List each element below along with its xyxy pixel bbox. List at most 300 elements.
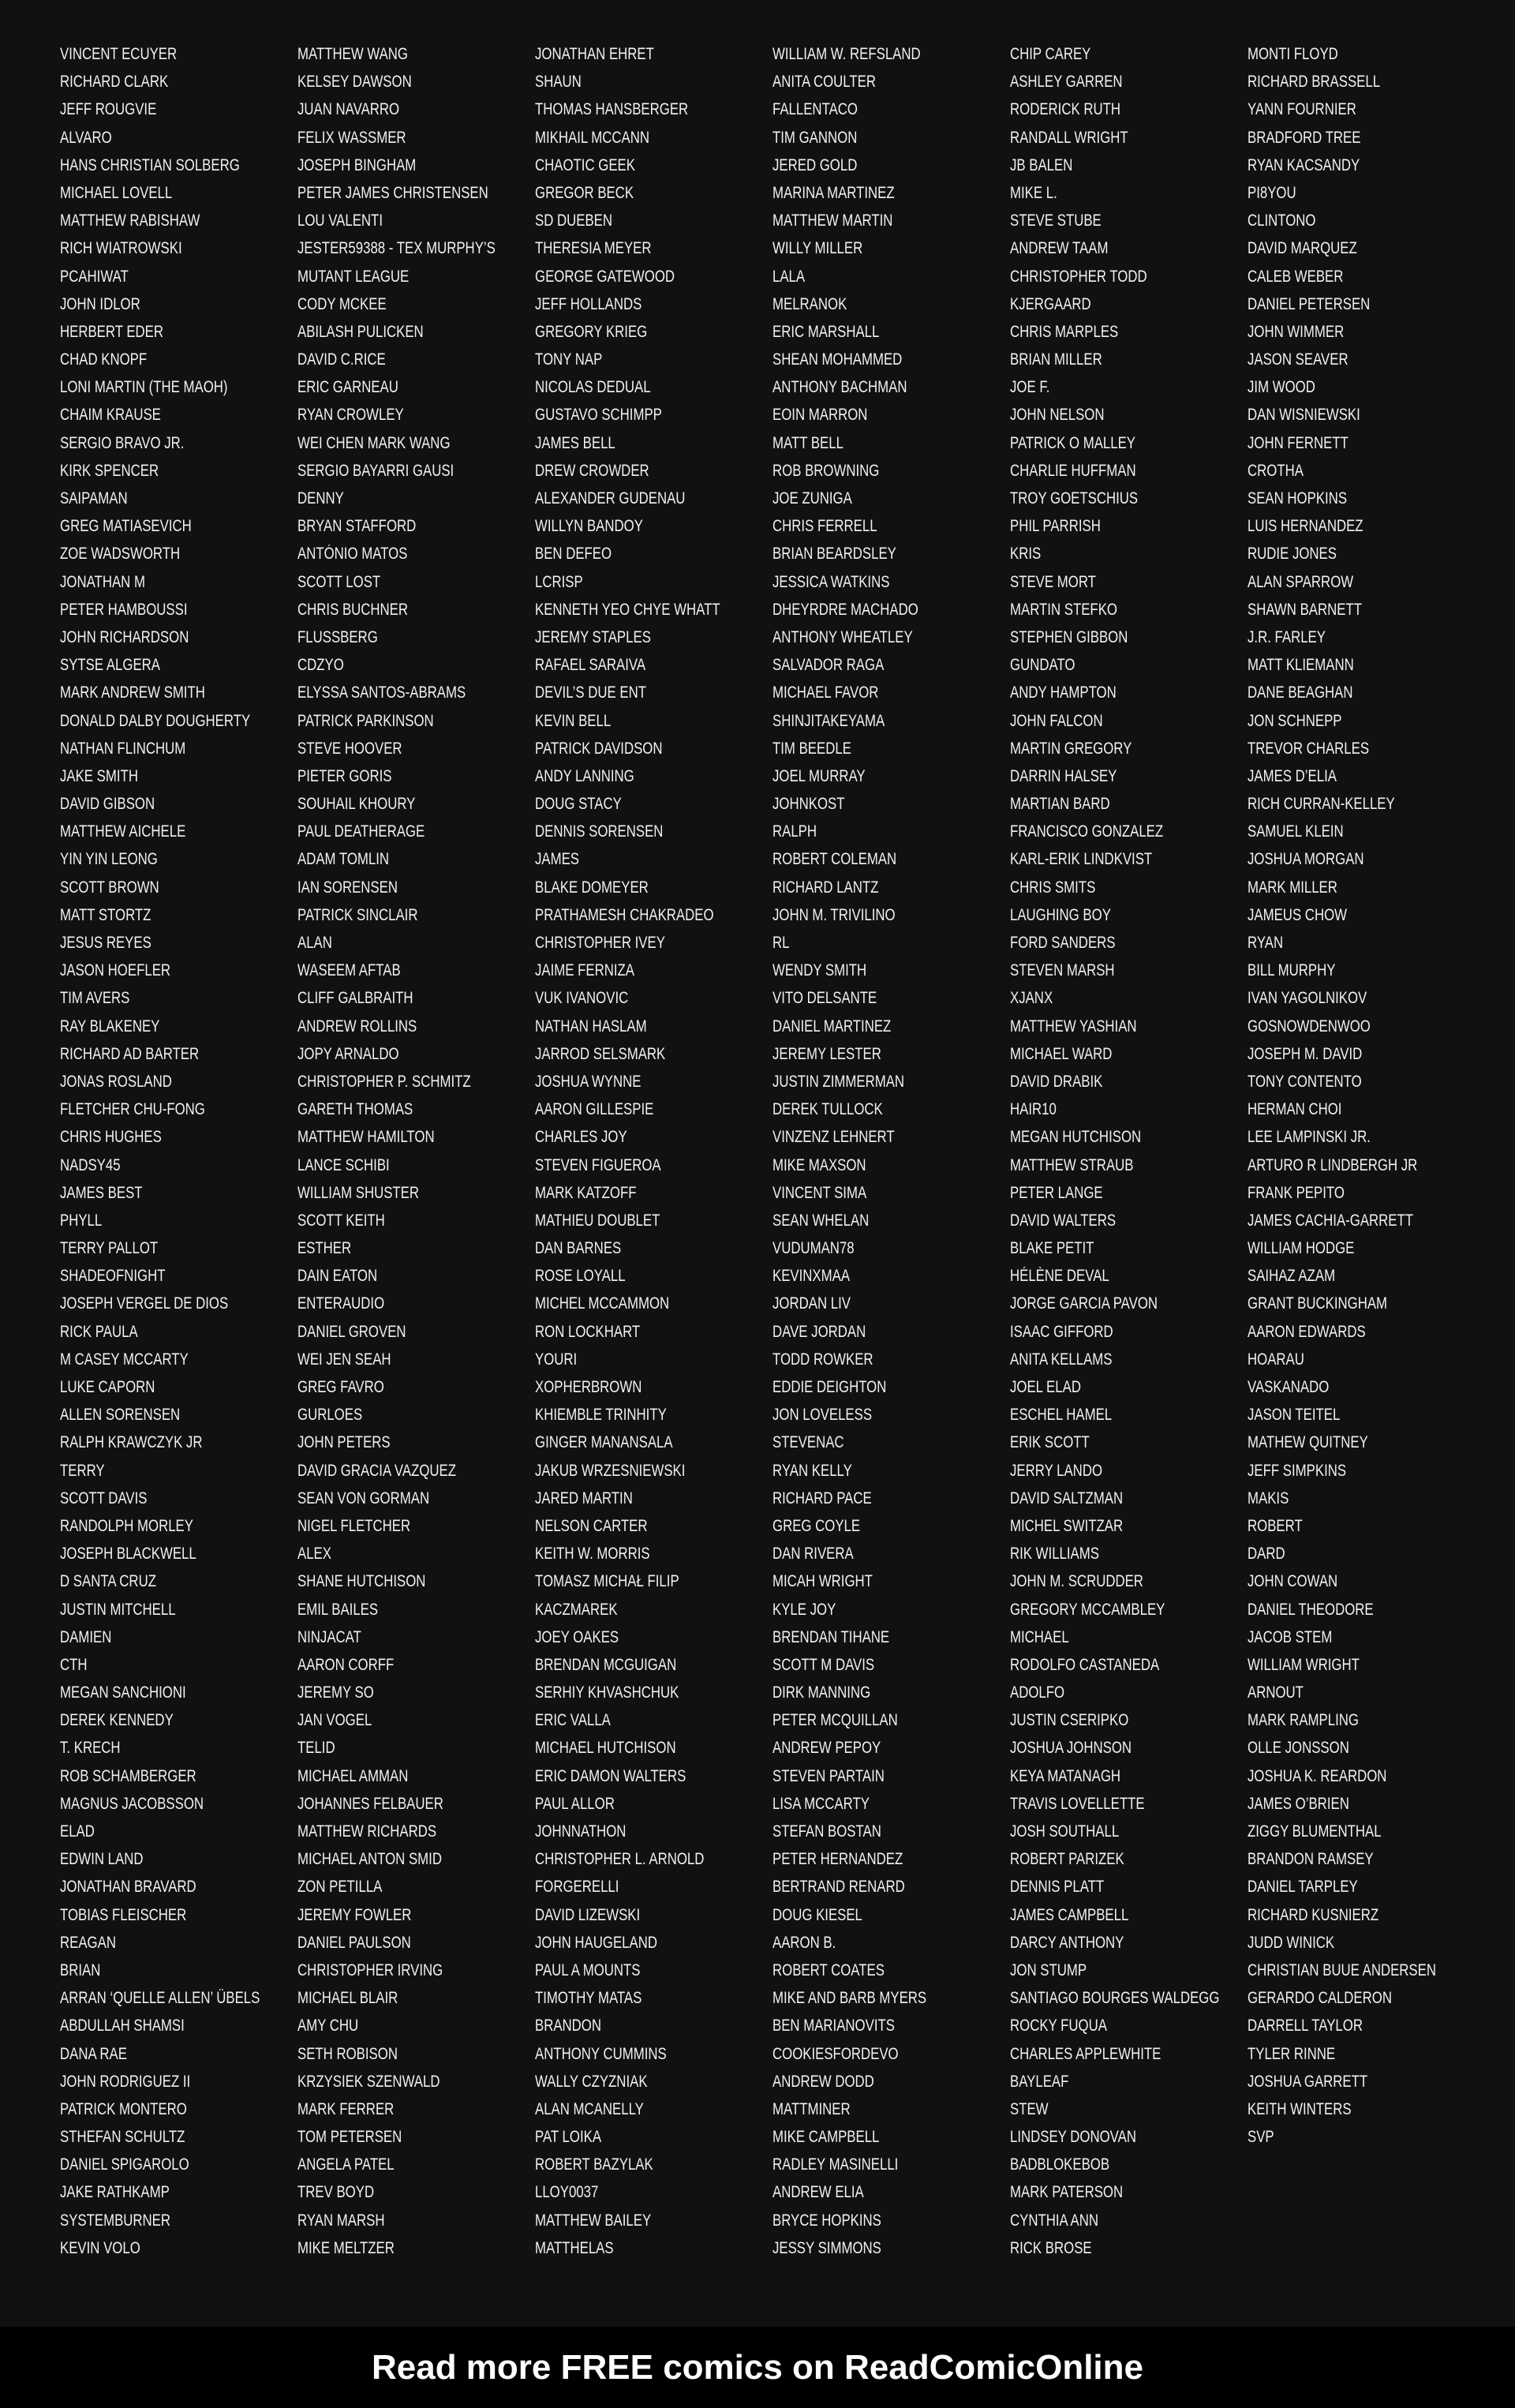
backer-name: RICHARD CLARK <box>60 73 169 92</box>
backer-name: ALAN MCANELLY <box>535 2099 644 2118</box>
backer-name: ELAD <box>60 1822 95 1841</box>
backer-name: DARD <box>1248 1545 1285 1564</box>
backer-name: MIKHAIL MCCANN <box>535 128 649 147</box>
backer-name: KRZYSIEK SZENWALD <box>297 2072 440 2091</box>
backer-name: SEAN WHELAN <box>772 1211 870 1230</box>
backer-name: DANIEL TARPLEY <box>1248 1878 1358 1897</box>
backer-name: DANE BEAGHAN <box>1248 683 1353 702</box>
backer-name: RICH WIATROWSKI <box>60 239 182 258</box>
backer-name: MICHAEL AMMAN <box>297 1766 409 1785</box>
backer-name: RODOLFO CASTANEDA <box>1010 1655 1160 1674</box>
backer-name: SCOTT KEITH <box>297 1211 385 1230</box>
backer-name: TOM PETERSEN <box>297 2128 402 2147</box>
backer-name: JOHN NELSON <box>1010 406 1105 425</box>
backer-name: ZON PETILLA <box>297 1878 383 1897</box>
name-column <box>772 40 1010 2262</box>
backer-name: JOHN RICHARDSON <box>60 627 189 646</box>
backer-name: NINJACAT <box>297 1627 361 1646</box>
backer-name: MATTHEW BAILEY <box>535 2211 652 2230</box>
backer-name: CYNTHIA ANN <box>1010 2211 1099 2230</box>
backer-name: PETER LANGE <box>1010 1183 1103 1202</box>
backer-name: CHARLES JOY <box>535 1128 627 1147</box>
backer-name: FRANK PEPITO <box>1248 1183 1345 1202</box>
backer-name: MIKE AND BARB MYERS <box>772 1989 927 2008</box>
backer-name: CHIP CAREY <box>1010 45 1091 63</box>
backer-name: ROBERT PARIZEK <box>1010 1850 1124 1869</box>
backer-name: JUSTIN ZIMMERMAN <box>772 1072 905 1091</box>
backer-name: NATHAN FLINCHUM <box>60 739 186 758</box>
backer-name: MICHAEL WARD <box>1010 1044 1113 1063</box>
backer-name: THOMAS HANSBERGER <box>535 100 689 119</box>
backer-name: MAGNUS JACOBSSON <box>60 1794 204 1813</box>
backer-name: CHRISTOPHER IVEY <box>535 934 665 952</box>
backer-name: KIRK SPENCER <box>60 461 159 480</box>
backer-name: BERTRAND RENARD <box>772 1878 905 1897</box>
backer-name: KACZMAREK <box>535 1600 618 1619</box>
backer-name: PHIL PARRISH <box>1010 517 1101 536</box>
backer-name: BAYLEAF <box>1010 2072 1069 2091</box>
backer-name: CDZYO <box>297 656 344 675</box>
backer-name: ANITA COULTER <box>772 73 876 92</box>
backer-name: RALPH <box>772 822 817 841</box>
backer-name: JOHN M. SCRUDDER <box>1010 1572 1143 1591</box>
backer-name: ERIK SCOTT <box>1010 1433 1090 1452</box>
backer-name: CALEB WEBER <box>1248 267 1344 286</box>
backer-name: HERBERT EDER <box>60 322 164 341</box>
backer-name: IVAN YAGOLNIKOV <box>1248 989 1367 1008</box>
backer-name: TIM GANNON <box>772 128 858 147</box>
backer-name: VINZENZ LEHNERT <box>772 1128 895 1147</box>
backer-name: SEAN VON GORMAN <box>297 1489 430 1507</box>
backer-name: JEREMY FOWLER <box>297 1905 412 1924</box>
backer-name: JOSHUA WYNNE <box>535 1072 642 1091</box>
backer-name: JOHN COWAN <box>1248 1572 1338 1591</box>
backer-name: DEREK KENNEDY <box>60 1711 174 1730</box>
backer-name: SAIHAZ AZAM <box>1248 1267 1336 1286</box>
backer-name: SHAUN <box>535 73 582 92</box>
backer-name: WASEEM AFTAB <box>297 961 401 980</box>
backer-name: JAMEUS CHOW <box>1248 905 1347 924</box>
backer-credits <box>60 40 1485 2262</box>
backer-name: JAN VOGEL <box>297 1711 372 1730</box>
backer-name: NELSON CARTER <box>535 1516 648 1535</box>
backer-name: FALLENTACO <box>772 100 858 119</box>
backer-name: MIKE CAMPBELL <box>772 2128 880 2147</box>
backer-name: MATTHEW HAMILTON <box>297 1128 435 1147</box>
backer-name: ANDREW ELIA <box>772 2183 864 2202</box>
backer-name: CHRIS FERRELL <box>772 517 877 536</box>
backer-name: ANDREW DODD <box>772 2072 874 2091</box>
backer-name: PETER JAMES CHRISTENSEN <box>297 183 488 202</box>
backer-name: ABDULLAH SHAMSI <box>60 2017 185 2035</box>
backer-name: LAUGHING BOY <box>1010 905 1111 924</box>
backer-name: BLAKE PETIT <box>1010 1239 1094 1258</box>
backer-name: JOEL MURRAY <box>772 766 866 785</box>
backer-name: ADOLFO <box>1010 1683 1065 1702</box>
backer-name: ERIC GARNEAU <box>297 378 398 397</box>
backer-name: DAVID SALTZMAN <box>1010 1489 1124 1507</box>
backer-name: MAKIS <box>1248 1489 1289 1507</box>
backer-name: LCRISP <box>535 572 583 591</box>
backer-name: GUNDATO <box>1010 656 1075 675</box>
backer-name: RIK WILLIAMS <box>1010 1545 1099 1564</box>
backer-name: JOHN RODRIGUEZ II <box>60 2072 191 2091</box>
backer-name: ESCHEL HAMEL <box>1010 1406 1113 1425</box>
backer-name: SCOTT BROWN <box>60 878 159 897</box>
backer-name: JASON TEITEL <box>1248 1406 1341 1425</box>
backer-name: PETER MCQUILLAN <box>772 1711 898 1730</box>
backer-name: AMY CHU <box>297 2017 359 2035</box>
backer-name: YOURI <box>535 1350 578 1369</box>
backer-name: FRANCISCO GONZALEZ <box>1010 822 1164 841</box>
backer-name: WILLIAM WRIGHT <box>1248 1655 1360 1674</box>
backer-name: JOSHUA K. REARDON <box>1248 1766 1387 1785</box>
backer-name: JONAS ROSLAND <box>60 1072 172 1091</box>
backer-name: DREW CROWDER <box>535 461 649 480</box>
backer-name: GURLOES <box>297 1406 363 1425</box>
backer-name: CHRISTOPHER L. ARNOLD <box>535 1850 705 1869</box>
backer-name: JOSEPH BLACKWELL <box>60 1545 196 1564</box>
backer-name: RYAN KELLY <box>772 1461 852 1480</box>
backer-name: WEI JEN SEAH <box>297 1350 391 1369</box>
backer-name: TROY GOETSCHIUS <box>1010 489 1139 507</box>
backer-name: DAN WISNIEWSKI <box>1248 406 1360 425</box>
backer-name: JB BALEN <box>1010 155 1073 174</box>
backer-name: KENNETH YEO CHYE WHATT <box>535 600 720 619</box>
backer-name: SHADEOFNIGHT <box>60 1267 166 1286</box>
backer-name: VUK IVANOVIC <box>535 989 629 1008</box>
backer-name: STEVEN FIGUEROA <box>535 1155 661 1174</box>
backer-name: CTH <box>60 1655 88 1674</box>
backer-name: ZOE WADSWORTH <box>60 545 181 564</box>
backer-name: EDWIN LAND <box>60 1850 144 1869</box>
backer-name: FORGERELLI <box>535 1878 619 1897</box>
backer-name: ROBERT BAZYLAK <box>535 2155 653 2174</box>
backer-name: JUAN NAVARRO <box>297 100 400 119</box>
backer-name: GREG COYLE <box>772 1516 861 1535</box>
backer-name: PIETER GORIS <box>297 766 392 785</box>
backer-name: XJANX <box>1010 989 1053 1008</box>
backer-name: SERHIY KHVASHCHUK <box>535 1683 679 1702</box>
backer-name: SERGIO BRAVO JR. <box>60 433 185 452</box>
backer-name: GERARDO CALDERON <box>1248 1989 1392 2008</box>
backer-name: PHYLL <box>60 1211 103 1230</box>
backer-name: WILLYN BANDOY <box>535 517 643 536</box>
backer-name: JAMES BELL <box>535 433 615 452</box>
backer-name: MICHEL SWITZAR <box>1010 1516 1124 1535</box>
backer-name: JON LOVELESS <box>772 1406 873 1425</box>
backer-name: ABILASH PULICKEN <box>297 322 424 341</box>
backer-name: GREGORY MCCAMBLEY <box>1010 1600 1165 1619</box>
backer-name: IAN SORENSEN <box>297 878 398 897</box>
backer-name: SALVADOR RAGA <box>772 656 885 675</box>
backer-name: TERRY <box>60 1461 105 1480</box>
footer-banner <box>0 2327 1515 2408</box>
backer-name: WILLY MILLER <box>772 239 863 258</box>
backer-name: JAKE RATHKAMP <box>60 2183 170 2202</box>
backer-name: RYAN <box>1248 934 1284 952</box>
backer-name: MARK MILLER <box>1248 878 1337 897</box>
backer-name: DOUG STACY <box>535 795 622 814</box>
backer-name: DAVID C.RICE <box>297 350 386 369</box>
backer-name: ROBERT <box>1248 1516 1303 1535</box>
backer-name: PCAHIWAT <box>60 267 129 286</box>
backer-name: JUSTIN CSERIPKO <box>1010 1711 1129 1730</box>
backer-name: STEW <box>1010 2099 1049 2118</box>
backer-name: DENNIS PLATT <box>1010 1878 1105 1897</box>
backer-name: ROCKY FUQUA <box>1010 2017 1107 2035</box>
backer-name: MATHEW QUITNEY <box>1248 1433 1368 1452</box>
backer-name: ALAN SPARROW <box>1248 572 1354 591</box>
backer-name: SERGIO BAYARRI GAUSI <box>297 461 454 480</box>
backer-name: ARRAN ‘QUELLE ALLEN’ ÜBELS <box>60 1989 260 2008</box>
backer-name: YIN YIN LEONG <box>60 850 158 869</box>
backer-name: CHRIS SMITS <box>1010 878 1096 897</box>
backer-name: CHARLIE HUFFMAN <box>1010 461 1136 480</box>
backer-name: ROSE LOYALL <box>535 1267 626 1286</box>
backer-name: ANTÓNIO MATOS <box>297 545 408 564</box>
backer-name: MARTIAN BARD <box>1010 795 1110 814</box>
backer-name: BRYAN STAFFORD <box>297 517 417 536</box>
backer-name: SANTIAGO BOURGES WALDEGG <box>1010 1989 1220 2008</box>
backer-name: NICOLAS DEDUAL <box>535 378 651 397</box>
backer-name: JOSEPH M. DAVID <box>1248 1044 1363 1063</box>
backer-name: BRENDAN TIHANE <box>772 1627 890 1646</box>
backer-name: JOSHUA GARRETT <box>1248 2072 1368 2091</box>
backer-name: PETER HAMBOUSSI <box>60 600 188 619</box>
backer-name: CHRISTOPHER P. SCHMITZ <box>297 1072 471 1091</box>
backer-name: JOSH SOUTHALL <box>1010 1822 1120 1841</box>
backer-name: CHRISTIAN BUUE ANDERSEN <box>1248 1960 1436 1979</box>
backer-name: ROBERT COLEMAN <box>772 850 897 869</box>
backer-name: REAGAN <box>60 1933 116 1952</box>
backer-name: RICK PAULA <box>60 1322 138 1341</box>
backer-name: JOHANNES FELBAUER <box>297 1794 443 1813</box>
backer-name: TRAVIS LOVELLETTE <box>1010 1794 1145 1813</box>
backer-name: MATTMINER <box>772 2099 851 2118</box>
backer-name: GINGER MANANSALA <box>535 1433 673 1452</box>
backer-name: CHAOTIC GEEK <box>535 155 635 174</box>
backer-name: WENDY SMITH <box>772 961 867 980</box>
backer-name: CHRISTOPHER TODD <box>1010 267 1147 286</box>
backer-name: RICHARD LANTZ <box>772 878 879 897</box>
backer-name: STHEFAN SCHULTZ <box>60 2128 185 2147</box>
backer-name: ALLEN SORENSEN <box>60 1406 181 1425</box>
backer-name: BADBLOKEBOB <box>1010 2155 1110 2174</box>
backer-name: KEITH W. MORRIS <box>535 1545 650 1564</box>
backer-name: BRYCE HOPKINS <box>772 2211 881 2230</box>
backer-name: SCOTT DAVIS <box>60 1489 148 1507</box>
backer-name: MARK FERRER <box>297 2099 395 2118</box>
backer-name: EDDIE DEIGHTON <box>772 1378 887 1396</box>
backer-name: D SANTA CRUZ <box>60 1572 156 1591</box>
backer-name: ALAN <box>297 934 332 952</box>
backer-name: RICHARD BRASSELL <box>1248 73 1381 92</box>
backer-name: SEAN HOPKINS <box>1248 489 1348 507</box>
backer-name: MEGAN SANCHIONI <box>60 1683 186 1702</box>
backer-name: HOARAU <box>1248 1350 1304 1369</box>
backer-name: DARRIN HALSEY <box>1010 766 1117 785</box>
backer-name: MATTHEW YASHIAN <box>1010 1017 1137 1035</box>
backer-name: TREV BOYD <box>297 2183 375 2202</box>
backer-name: HANS CHRISTIAN SOLBERG <box>60 155 240 174</box>
footer-text: Read more FREE comics on ReadComicOnline <box>371 2347 1143 2387</box>
backer-name: YANN FOURNIER <box>1248 100 1356 119</box>
backer-name: TONY NAP <box>535 350 603 369</box>
backer-name: RUDIE JONES <box>1248 545 1337 564</box>
backer-name: KARL-ERIK LINDKVIST <box>1010 850 1153 869</box>
backer-name: JOHN M. TRIVILINO <box>772 905 896 924</box>
backer-name: CHRIS HUGHES <box>60 1128 162 1147</box>
backer-name: AARON CORFF <box>297 1655 395 1674</box>
backer-name: RON LOCKHART <box>535 1322 641 1341</box>
backer-name: COOKIESFORDEVO <box>772 2044 899 2063</box>
backer-name: DANIEL PAULSON <box>297 1933 411 1952</box>
backer-name: STEVE HOOVER <box>297 739 402 758</box>
backer-name: STEVENAC <box>772 1433 844 1452</box>
backer-name: RAY BLAKENEY <box>60 1017 160 1035</box>
backer-name: JASON HOEFLER <box>60 961 171 980</box>
backer-name: LONI MARTIN (THE MAOH) <box>60 378 228 397</box>
backer-name: BEN MARIANOVITS <box>772 2017 895 2035</box>
backer-name: SHINJITAKEYAMA <box>772 711 885 730</box>
backer-name: JOHN HAUGELAND <box>535 1933 657 1952</box>
backer-name: MICHEL MCCAMMON <box>535 1294 670 1313</box>
backer-name: JARROD SELSMARK <box>535 1044 666 1063</box>
backer-name: MARK PATERSON <box>1010 2183 1124 2202</box>
backer-name: DONALD DALBY DOUGHERTY <box>60 711 251 730</box>
backer-name: CLINTONO <box>1248 212 1316 230</box>
backer-name: MARTIN GREGORY <box>1010 739 1132 758</box>
backer-name: MIKE MELTZER <box>297 2238 395 2257</box>
backer-name: ANTHONY WHEATLEY <box>772 627 913 646</box>
backer-name: ESTHER <box>297 1239 352 1258</box>
backer-name: OLLE JONSSON <box>1248 1739 1349 1758</box>
backer-name: BRIAN MILLER <box>1010 350 1102 369</box>
backer-name: MICHAEL LOVELL <box>60 183 173 202</box>
backer-name: JAMES <box>535 850 580 869</box>
backer-name: PATRICK O MALLEY <box>1010 433 1136 452</box>
backer-name: GARETH THOMAS <box>297 1100 413 1119</box>
backer-name: MIKE MAXSON <box>772 1155 866 1174</box>
backer-name: JEREMY STAPLES <box>535 627 651 646</box>
backer-name: STEVE MORT <box>1010 572 1096 591</box>
backer-name: WILLIAM HODGE <box>1248 1239 1355 1258</box>
backer-name: KELSEY DAWSON <box>297 73 412 92</box>
backer-name: SOUHAIL KHOURY <box>297 795 416 814</box>
backer-name: STEVEN MARSH <box>1010 961 1115 980</box>
backer-name: JEREMY LESTER <box>772 1044 881 1063</box>
backer-name: JAMES O’BRIEN <box>1248 1794 1349 1813</box>
backer-name: MATHIEU DOUBLET <box>535 1211 660 1230</box>
backer-name: JONATHAN M <box>60 572 145 591</box>
backer-name: CHAIM KRAUSE <box>60 406 161 425</box>
backer-name: JOEY OAKES <box>535 1627 619 1646</box>
backer-name: ROB SCHAMBERGER <box>60 1766 196 1785</box>
backer-name: JORDAN LIV <box>772 1294 851 1313</box>
backer-name: PATRICK PARKINSON <box>297 711 434 730</box>
backer-name: JOHN WIMMER <box>1248 322 1345 341</box>
backer-name: GREGOR BECK <box>535 183 634 202</box>
backer-name: DENNIS SORENSEN <box>535 822 664 841</box>
backer-name: FLUSSBERG <box>297 627 378 646</box>
backer-name: DAIN EATON <box>297 1267 378 1286</box>
backer-name: MARINA MARTINEZ <box>772 183 895 202</box>
backer-name: TERRY PALLOT <box>60 1239 159 1258</box>
backer-name: KEVIN VOLO <box>60 2238 140 2257</box>
backer-name: LOU VALENTI <box>297 212 383 230</box>
backer-name: HÉLÈNE DEVAL <box>1010 1267 1109 1286</box>
backer-name: DAVID LIZEWSKI <box>535 1905 641 1924</box>
backer-name: PAT LOIKA <box>535 2128 602 2147</box>
backer-name: NIGEL FLETCHER <box>297 1516 411 1535</box>
backer-name: JEREMY SO <box>297 1683 374 1702</box>
backer-name: PATRICK SINCLAIR <box>297 905 418 924</box>
backer-name: ANDY LANNING <box>535 766 634 785</box>
backer-name: JASON SEAVER <box>1248 350 1349 369</box>
backer-name: DAN BARNES <box>535 1239 622 1258</box>
backer-name: SVP <box>1248 2128 1274 2147</box>
backer-name: M CASEY MCCARTY <box>60 1350 189 1369</box>
backer-name: TODD ROWKER <box>772 1350 873 1369</box>
backer-name: STEVEN PARTAIN <box>772 1766 885 1785</box>
backer-name: MATTHEW WANG <box>297 45 408 63</box>
backer-name: VINCENT SIMA <box>772 1183 867 1202</box>
backer-name: HERMAN CHOI <box>1248 1100 1342 1119</box>
backer-name: MUTANT LEAGUE <box>297 267 410 286</box>
backer-name: EOIN MARRON <box>772 406 868 425</box>
backer-name: SHAWN BARNETT <box>1248 600 1362 619</box>
backer-name: SHEAN MOHAMMED <box>772 350 903 369</box>
backer-name: MATTHEW STRAUB <box>1010 1155 1134 1174</box>
backer-name: KRIS <box>1010 545 1042 564</box>
backer-name: ALEX <box>297 1545 331 1564</box>
backer-name: KJERGAARD <box>1010 294 1091 313</box>
backer-name: ELYSSA SANTOS-ABRAMS <box>297 683 466 702</box>
backer-name: RICHARD AD BARTER <box>60 1044 200 1063</box>
backer-name: STEFAN BOSTAN <box>772 1822 881 1841</box>
backer-name: ALEXANDER GUDENAU <box>535 489 686 507</box>
backer-name: WALLY CZYZNIAK <box>535 2072 648 2091</box>
backer-name: JOSEPH BINGHAM <box>297 155 417 174</box>
backer-name: BRIAN BEARDSLEY <box>772 545 896 564</box>
backer-name: RICH CURRAN-KELLEY <box>1248 795 1395 814</box>
backer-name: RICHARD KUSNIERZ <box>1248 1905 1379 1924</box>
backer-name: MATTHEW MARTIN <box>772 212 893 230</box>
backer-name: MATTHELAS <box>535 2238 614 2257</box>
backer-name: RICHARD PACE <box>772 1489 872 1507</box>
backer-name: PRATHAMESH CHAKRADEO <box>535 905 714 924</box>
backer-name: J.R. FARLEY <box>1248 627 1326 646</box>
backer-name: ANTHONY BACHMAN <box>772 378 907 397</box>
backer-name: BLAKE DOMEYER <box>535 878 649 897</box>
backer-name: JACOB STEM <box>1248 1627 1333 1646</box>
backer-name: DAVID MARQUEZ <box>1248 239 1357 258</box>
backer-name: JEFF ROUGVIE <box>60 100 157 119</box>
backer-name: VITO DELSANTE <box>772 989 877 1008</box>
backer-name: JAKUB WRZESNIEWSKI <box>535 1461 686 1480</box>
backer-name: RYAN KACSANDY <box>1248 155 1360 174</box>
backer-name: MATTHEW RABISHAW <box>60 212 200 230</box>
backer-name: CHRIS MARPLES <box>1010 322 1119 341</box>
backer-name: ARNOUT <box>1248 1683 1304 1702</box>
backer-name: GOSNOWDENWOO <box>1248 1017 1371 1035</box>
backer-name: WILLIAM W. REFSLAND <box>772 45 921 63</box>
backer-name: MICAH WRIGHT <box>772 1572 873 1591</box>
backer-name: DANIEL MARTINEZ <box>772 1017 892 1035</box>
backer-name: MATT KLIEMANN <box>1248 656 1354 675</box>
backer-name: LUIS HERNANDEZ <box>1248 517 1364 536</box>
